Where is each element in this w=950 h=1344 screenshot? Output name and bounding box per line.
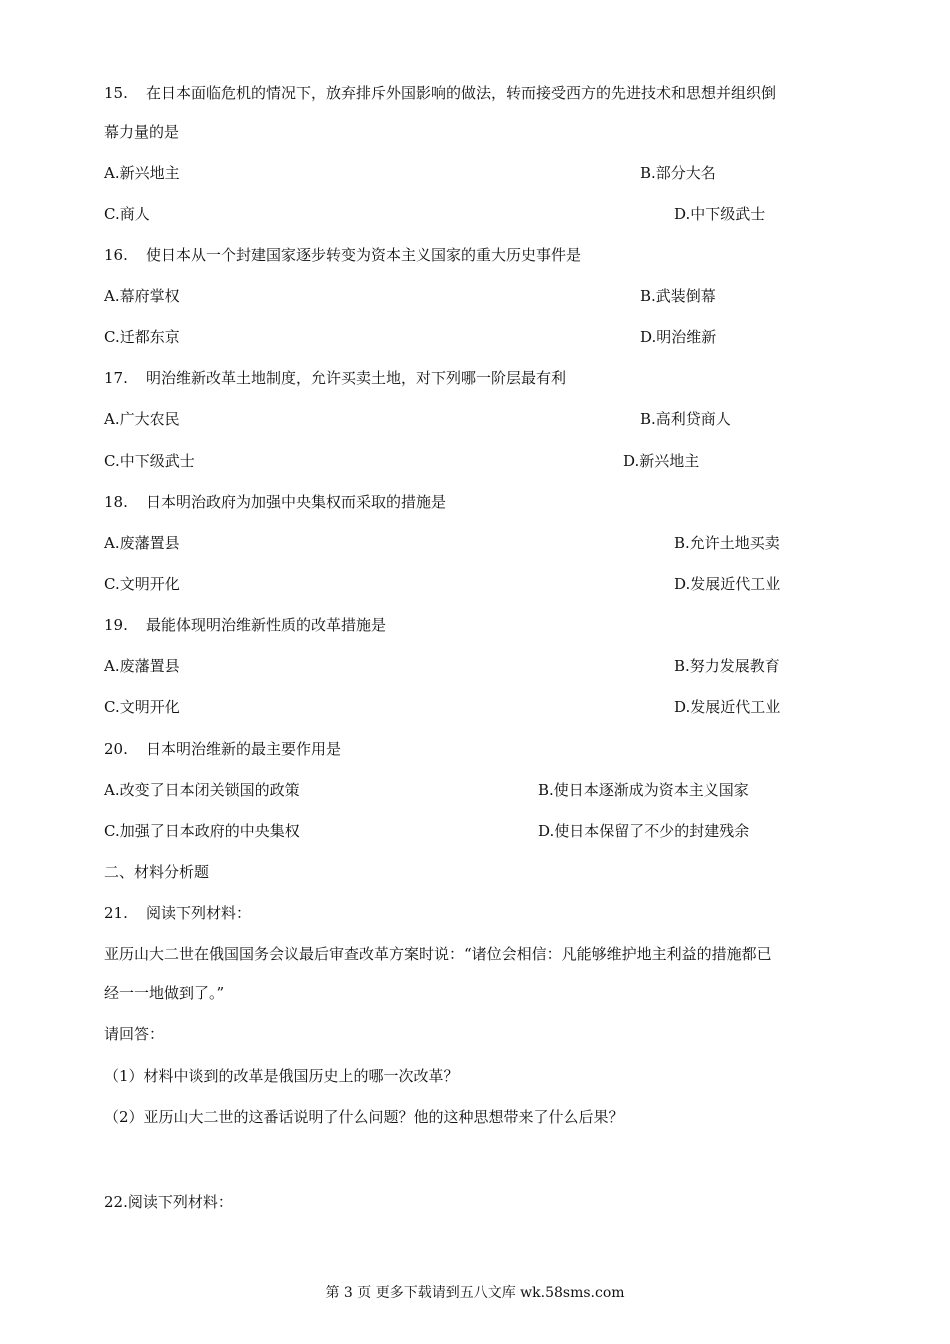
question-21-material-cont: 经一一地做到了。” bbox=[104, 984, 225, 1002]
question-16-option-b: B.武装倒幕 bbox=[640, 287, 716, 305]
question-15-stem-cont: 幕力量的是 bbox=[104, 123, 180, 141]
question-19-option-b: B.努力发展教育 bbox=[674, 657, 780, 675]
question-17-option-b: B.高利贷商人 bbox=[640, 410, 731, 428]
question-20-option-d: D.使日本保留了不少的封建残余 bbox=[538, 822, 750, 840]
question-15-option-c: C.商人 bbox=[104, 205, 150, 223]
question-18-option-c: C.文明开化 bbox=[104, 575, 180, 593]
question-17-option-d: D.新兴地主 bbox=[623, 452, 700, 470]
question-19-option-c: C.文明开化 bbox=[104, 698, 180, 716]
question-21-sub-1: （1）材料中谈到的改革是俄国历史上的哪一次改革？ bbox=[104, 1067, 459, 1085]
question-15-option-a: A.新兴地主 bbox=[104, 164, 180, 182]
question-17-option-a: A.广大农民 bbox=[104, 410, 180, 428]
question-16-option-c: C.迁都东京 bbox=[104, 328, 180, 346]
question-22-stem: 22.阅读下列材料： bbox=[104, 1193, 233, 1211]
question-21-stem: 21. 阅读下列材料： bbox=[104, 904, 252, 922]
question-21-sub-2: （2）亚历山大二世的这番话说明了什么问题？他的这种思想带来了什么后果？ bbox=[104, 1108, 624, 1126]
question-21-answer-label: 请回答： bbox=[104, 1025, 165, 1043]
question-15-option-d: D.中下级武士 bbox=[674, 205, 766, 223]
section-heading: 二、材料分析题 bbox=[104, 863, 210, 881]
question-19-option-a: A.废藩置县 bbox=[104, 657, 180, 675]
question-16-stem: 16. 使日本从一个封建国家逐步转变为资本主义国家的重大历史事件是 bbox=[104, 246, 582, 264]
question-15-option-b: B.部分大名 bbox=[640, 164, 716, 182]
question-18-option-b: B.允许土地买卖 bbox=[674, 534, 780, 552]
question-17-stem: 17. 明治维新改革土地制度，允许买卖土地，对下列哪一阶层最有利 bbox=[104, 369, 567, 387]
question-19-stem: 19. 最能体现明治维新性质的改革措施是 bbox=[104, 616, 387, 634]
question-18-stem: 18. 日本明治政府为加强中央集权而采取的措施是 bbox=[104, 493, 447, 511]
page-footer: 第 3 页 更多下载请到五八文库 wk.58sms.com bbox=[325, 1285, 625, 1301]
question-15-stem: 15. 在日本面临危机的情况下，放弃排斥外国影响的做法，转而接受西方的先进技术和思想并组织倒 bbox=[104, 84, 777, 102]
question-20-option-c: C.加强了日本政府的中央集权 bbox=[104, 822, 300, 840]
question-20-stem: 20. 日本明治维新的最主要作用是 bbox=[104, 740, 342, 758]
question-20-option-b: B.使日本逐渐成为资本主义国家 bbox=[538, 781, 749, 799]
question-20-option-a: A.改变了日本闭关锁国的政策 bbox=[104, 781, 300, 799]
question-18-option-d: D.发展近代工业 bbox=[674, 575, 781, 593]
question-16-option-a: A.幕府掌权 bbox=[104, 287, 180, 305]
question-17-option-c: C.中下级武士 bbox=[104, 452, 195, 470]
question-18-option-a: A.废藩置县 bbox=[104, 534, 180, 552]
question-21-material: 亚历山大二世在俄国国务会议最后审查改革方案时说：“诸位会相信：凡能够维护地主利益的措施都已 bbox=[104, 945, 772, 963]
question-16-option-d: D.明治维新 bbox=[640, 328, 717, 346]
question-19-option-d: D.发展近代工业 bbox=[674, 698, 781, 716]
